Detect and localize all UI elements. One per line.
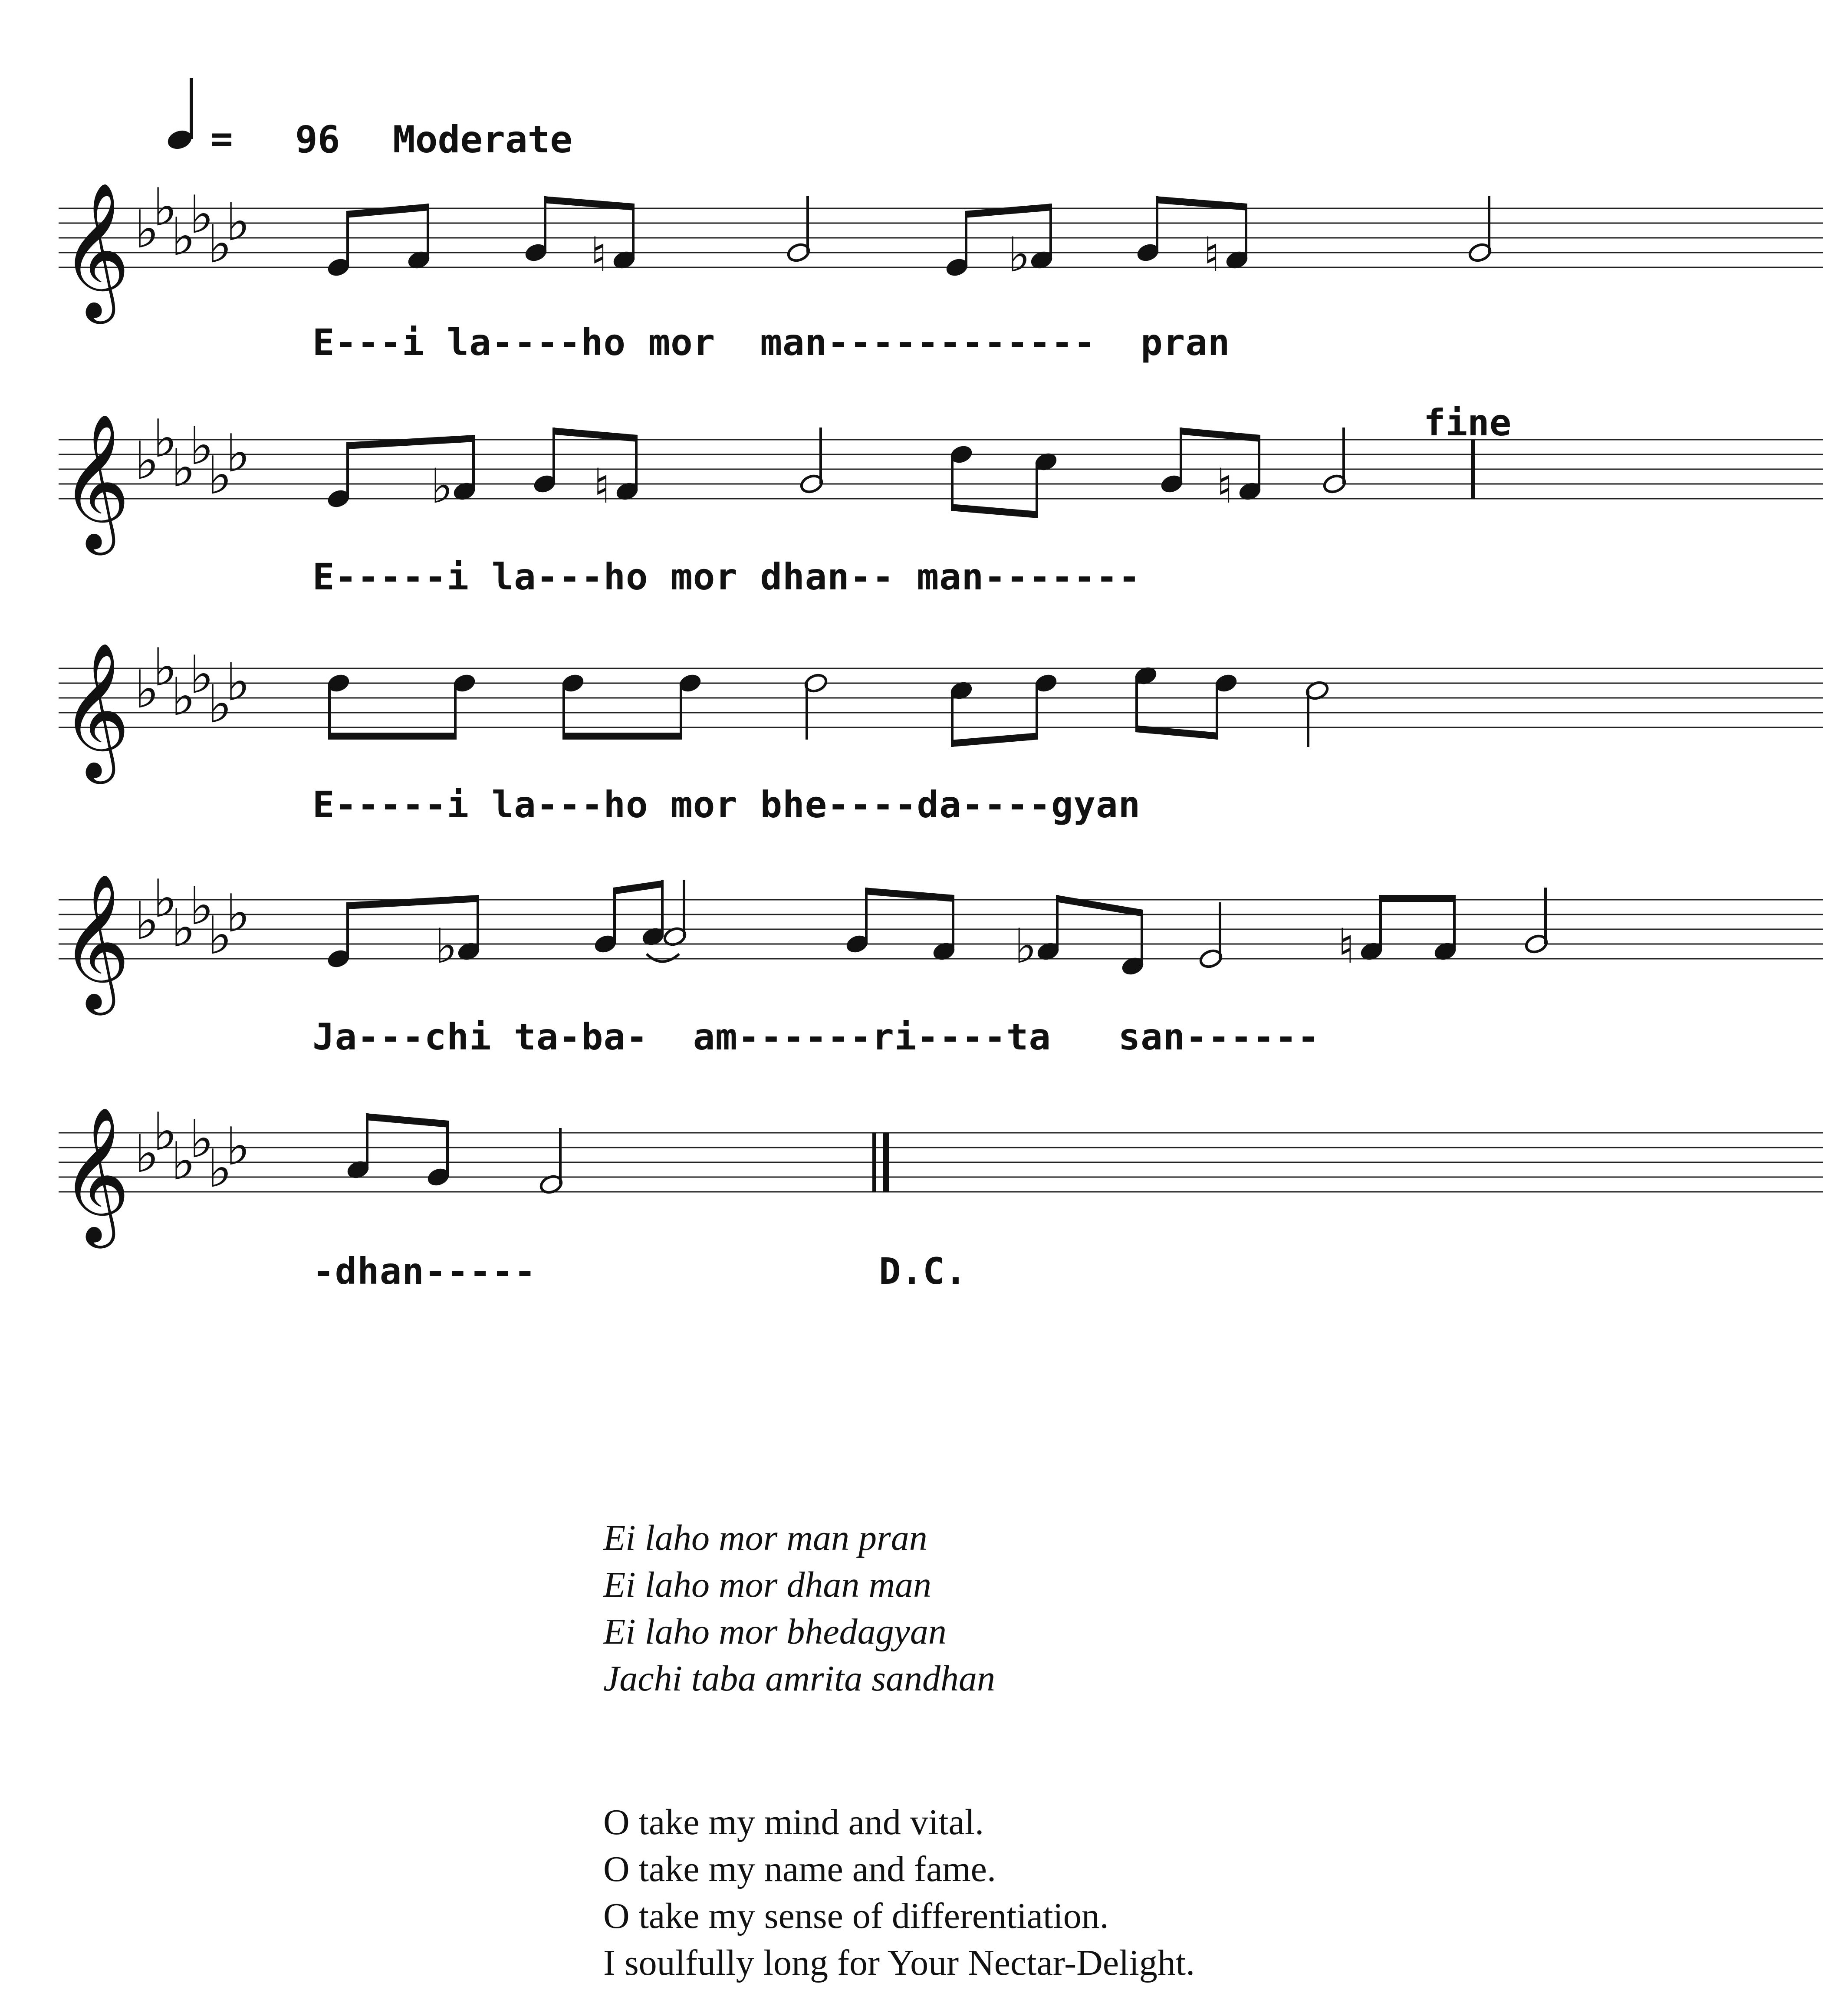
note-stem	[806, 683, 808, 740]
beam	[965, 204, 1052, 218]
flat-icon: ♭	[135, 660, 159, 720]
lyric-line-1: E---i la----ho mor man------------ pran	[312, 321, 1230, 364]
note-stem	[454, 683, 457, 740]
flat-icon: ♭	[153, 1102, 178, 1162]
note-stem	[635, 435, 638, 491]
note-stem	[865, 888, 868, 944]
note-stem	[1056, 895, 1059, 951]
staff	[59, 1102, 1823, 1249]
beam	[346, 435, 475, 449]
note-stem	[1544, 888, 1547, 944]
note-stem	[1156, 196, 1158, 253]
note-stem	[951, 691, 954, 747]
note-stem	[562, 683, 565, 740]
note-stem	[477, 895, 479, 951]
note-stem	[1258, 435, 1260, 491]
note-stem	[1342, 428, 1345, 484]
note-stem	[683, 880, 685, 937]
note-stem	[680, 683, 682, 740]
natural-icon: ♮	[1338, 918, 1355, 974]
verse-english-line: O take my sense of differentiation.	[603, 1896, 1109, 1936]
verse-bengali-line: Ei laho mor bhedagyan	[603, 1612, 947, 1652]
lyric-line-3: E-----i la---ho mor bhe----da----gyan	[312, 783, 1141, 826]
flat-icon: ♭	[226, 652, 250, 713]
flat-icon: ♭	[135, 891, 159, 951]
flat-icon: ♭	[207, 214, 232, 275]
verse-english-line: O take my name and fame.	[603, 1849, 996, 1889]
flat-icon: ♭	[189, 185, 214, 245]
flat-icon: ♭	[189, 645, 214, 705]
note-stem	[1379, 895, 1382, 951]
treble-clef-icon: 𝄞	[61, 412, 130, 549]
verse-english	[603, 1799, 1195, 1987]
tempo-value: 96	[295, 118, 340, 161]
note-stem	[819, 428, 822, 484]
beam	[613, 880, 664, 895]
flat-icon: ♭	[135, 431, 159, 491]
beam	[1379, 895, 1456, 902]
verse-english-line: I soulfully long for Your Nectar-Delight.	[603, 1943, 1195, 1983]
note-stem	[1049, 204, 1052, 260]
natural-icon: ♮	[593, 458, 611, 514]
note-stem	[806, 196, 809, 253]
flat-icon: ♭	[135, 200, 159, 260]
note-stem	[1036, 683, 1038, 740]
note-stem	[1180, 428, 1182, 484]
tempo-equals: =	[210, 117, 233, 161]
note-stem	[1219, 902, 1221, 959]
staff	[59, 178, 1823, 325]
note-stem	[951, 454, 954, 511]
flat-icon: ♭	[226, 884, 250, 944]
beam	[346, 204, 429, 218]
note-stem	[1141, 910, 1143, 966]
flat-icon: ♭	[153, 869, 178, 929]
note-stem	[613, 888, 616, 944]
dc-marking: D.C.	[879, 1250, 967, 1293]
natural-icon: ♮	[590, 227, 608, 283]
flat-icon: ♭	[153, 638, 178, 698]
note-stem	[346, 902, 349, 959]
flat-icon: ♭	[171, 898, 196, 959]
verse-bengali-line: Ei laho mor dhan man	[603, 1565, 931, 1605]
bar-line	[883, 1133, 889, 1192]
flat-icon: ♭	[189, 416, 214, 477]
flat-icon: ♭	[435, 918, 457, 974]
staff	[59, 409, 1823, 556]
note-stem	[632, 204, 635, 260]
beam	[951, 733, 1038, 747]
note-stem	[346, 442, 349, 499]
bar-line	[1471, 440, 1475, 499]
verse-bengali	[603, 1515, 995, 1702]
note-stem	[346, 211, 349, 267]
beam	[951, 504, 1038, 518]
flat-icon: ♭	[207, 1139, 232, 1199]
lyric-line-5: -dhan-----	[312, 1250, 536, 1293]
flat-icon: ♭	[207, 446, 232, 506]
flat-icon: ♭	[1008, 227, 1030, 283]
tempo-marking: Moderate	[393, 118, 573, 161]
bar-line	[872, 1133, 876, 1192]
slur	[647, 954, 679, 962]
verse-bengali-line: Jachi taba amrita sandhan	[603, 1658, 995, 1699]
note-stem	[1216, 683, 1218, 740]
flat-icon: ♭	[189, 1109, 214, 1170]
flat-icon: ♭	[207, 906, 232, 966]
note-stem	[559, 1128, 562, 1184]
fine-marking: fine	[1424, 401, 1512, 444]
beam	[562, 733, 682, 740]
note-stem	[1245, 204, 1247, 260]
flat-icon: ♭	[226, 192, 250, 253]
note-stem	[544, 196, 546, 253]
note-stem	[1307, 691, 1309, 747]
note-stem	[1135, 676, 1138, 732]
flat-icon: ♭	[226, 424, 250, 484]
note-stem	[446, 1121, 449, 1177]
flat-icon: ♭	[431, 458, 453, 514]
flat-icon: ♭	[189, 876, 214, 937]
beam	[346, 895, 479, 909]
flat-icon: ♭	[171, 667, 196, 727]
flat-icon: ♭	[153, 409, 178, 469]
flat-icon: ♭	[171, 438, 196, 499]
note-stem	[366, 1113, 368, 1170]
note-stem	[328, 683, 331, 740]
lyric-line-4: Ja---chi ta-ba- am------ri----ta san------	[312, 1016, 1320, 1058]
note-stem	[661, 880, 664, 937]
beam	[1056, 895, 1143, 917]
note-stem	[472, 435, 475, 491]
verse-english-line: O take my mind and vital.	[603, 1802, 984, 1842]
note-stem	[1036, 462, 1038, 518]
flat-icon: ♭	[226, 1117, 250, 1177]
note-stem	[952, 895, 954, 951]
flat-icon: ♭	[135, 1124, 159, 1184]
note-stem	[552, 428, 555, 484]
flat-icon: ♭	[171, 1131, 196, 1192]
note-stem	[1453, 895, 1456, 951]
lyric-line-2: E-----i la---ho mor dhan-- man-------	[312, 556, 1141, 598]
flat-icon: ♭	[207, 674, 232, 735]
beam	[366, 1113, 449, 1128]
note-stem	[1488, 196, 1490, 253]
natural-icon: ♮	[1216, 458, 1233, 514]
flat-icon: ♭	[153, 178, 178, 238]
staff	[59, 638, 1823, 785]
flat-icon: ♭	[171, 207, 196, 267]
treble-clef-icon: 𝄞	[61, 641, 130, 778]
treble-clef-icon: 𝄞	[61, 872, 130, 1009]
verse-bengali-line: Ei laho mor man pran	[603, 1518, 927, 1558]
treble-clef-icon: 𝄞	[61, 181, 130, 318]
note-stem	[965, 211, 967, 267]
treble-clef-icon: 𝄞	[61, 1105, 130, 1242]
natural-icon: ♮	[1203, 227, 1220, 283]
note-stem	[427, 204, 429, 260]
flat-icon: ♭	[1014, 918, 1037, 974]
staff	[59, 869, 1823, 1016]
beam	[328, 733, 457, 740]
